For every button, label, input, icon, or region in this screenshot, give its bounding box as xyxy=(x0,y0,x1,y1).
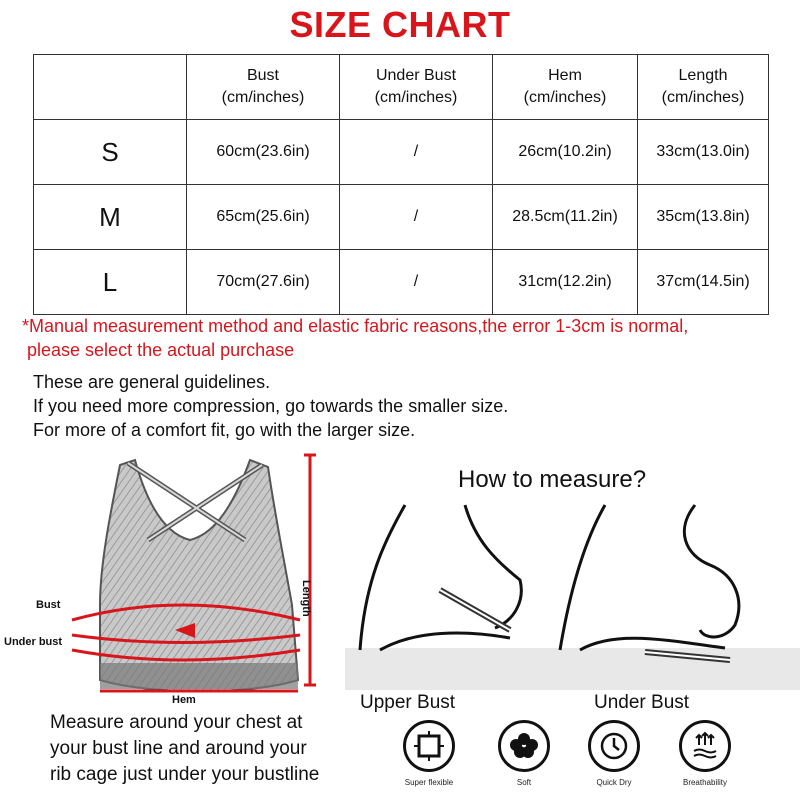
feature-label: Super flexible xyxy=(404,778,454,787)
header-label: Bust xyxy=(246,67,279,84)
bust-cell: 60cm(23.6in) xyxy=(187,120,340,185)
feature-label: Quick Dry xyxy=(596,778,632,787)
header-label: Under Bust xyxy=(375,67,457,84)
note-line-1: *Manual measurement method and elastic fabric reasons,the error 1-3cm is normal, xyxy=(22,316,689,336)
figure-upper-outline xyxy=(360,505,405,650)
under-bust-label: Under bust xyxy=(4,636,63,648)
length-cell: 33cm(13.0in) xyxy=(638,120,769,185)
header-unit: (cm/inches) xyxy=(523,89,607,106)
table-row xyxy=(34,120,769,185)
note-line-2: please select the actual purchase xyxy=(27,340,295,360)
guidelines xyxy=(33,370,508,442)
header-label: Hem xyxy=(548,67,582,84)
bust-label: Bust xyxy=(36,599,61,611)
feature-quick-dry xyxy=(574,720,654,787)
figure-under-outline xyxy=(684,505,738,637)
guideline-line: If you need more compression, go towards the smaller size. xyxy=(33,396,509,416)
length-cell: 37cm(14.5in) xyxy=(638,250,769,315)
guideline-line: For more of a comfort fit, go with the larger size. xyxy=(33,420,416,440)
length-cell: 35cm(13.8in) xyxy=(638,185,769,250)
bust-cell: 70cm(27.6in) xyxy=(187,250,340,315)
header-unit: (cm/inches) xyxy=(374,89,458,106)
hem-label: Hem xyxy=(172,694,196,706)
length-label: Length xyxy=(300,580,312,617)
illustration-floor xyxy=(345,648,800,690)
header-unit: (cm/inches) xyxy=(221,89,305,106)
hem-cell: 26cm(10.2in) xyxy=(493,120,638,185)
feature-label: Soft xyxy=(516,778,532,787)
table-header-row xyxy=(34,55,769,120)
figure-under-outline xyxy=(560,505,605,650)
stretch-frame-icon xyxy=(403,720,455,772)
header-empty xyxy=(34,55,187,120)
upper-bust-label: Upper Bust xyxy=(360,692,456,713)
figure-upper-arm xyxy=(380,633,510,650)
bust-cell: 65cm(25.6in) xyxy=(187,185,340,250)
header-under-bust xyxy=(340,55,493,120)
instruction-line: Measure around your chest at xyxy=(50,712,303,733)
size-cell: L xyxy=(34,250,187,315)
under-bust-cell: / xyxy=(340,250,493,315)
size-cell: S xyxy=(34,120,187,185)
under-bust-cell: / xyxy=(340,120,493,185)
hem-cell: 28.5cm(11.2in) xyxy=(493,185,638,250)
instruction-line: your bust line and around your xyxy=(50,738,307,759)
under-bust-cell: / xyxy=(340,185,493,250)
feature-super-flexible xyxy=(389,720,469,787)
cotton-flower-icon xyxy=(498,720,550,772)
under-bust-caption: Under Bust xyxy=(594,692,690,713)
feature-label: Breathability xyxy=(682,778,728,787)
hem-cell: 31cm(12.2in) xyxy=(493,250,638,315)
instruction-line: rib cage just under your bustline xyxy=(50,764,320,785)
table-row xyxy=(34,185,769,250)
header-bust xyxy=(187,55,340,120)
measurement-note xyxy=(22,314,688,362)
measure-instructions xyxy=(50,710,319,788)
how-to-measure-title: How to measure? xyxy=(458,466,647,493)
header-hem xyxy=(493,55,638,120)
clock-refresh-icon xyxy=(588,720,640,772)
measuring-illustration xyxy=(345,500,800,690)
guideline-line: These are general guidelines. xyxy=(33,372,271,392)
page-title: SIZE CHART xyxy=(289,4,511,45)
hem-band xyxy=(100,663,298,689)
size-cell: M xyxy=(34,185,187,250)
header-length xyxy=(638,55,769,120)
bra-diagram xyxy=(0,445,340,710)
header-label: Length xyxy=(678,67,728,84)
header-unit: (cm/inches) xyxy=(661,89,745,106)
table-row xyxy=(34,250,769,315)
feature-breathability xyxy=(665,720,745,787)
feature-soft xyxy=(484,720,564,787)
size-table xyxy=(33,54,769,315)
breath-arrows-icon xyxy=(679,720,731,772)
